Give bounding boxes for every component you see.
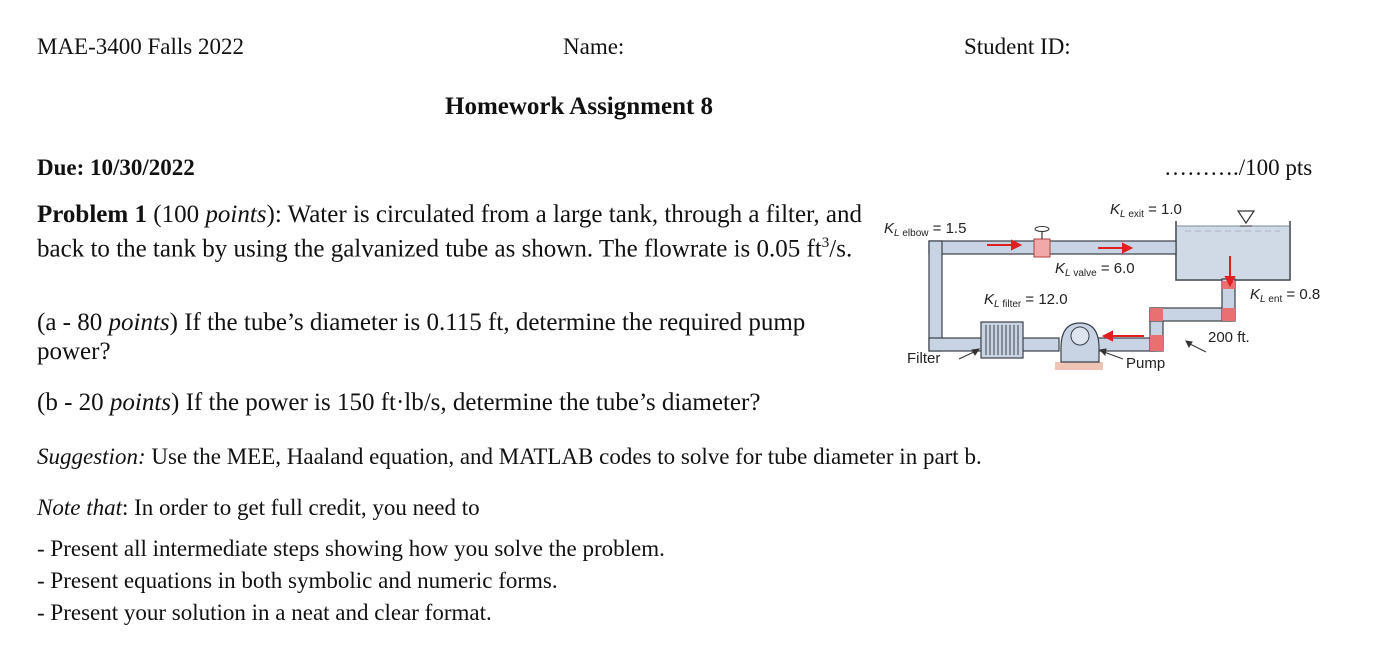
filter-label: Filter	[907, 350, 941, 367]
note: Note that: In order to get full credit, you need to	[37, 495, 480, 520]
valve-handle-icon	[1035, 227, 1049, 232]
course-header: MAE-3400 Falls 2022	[37, 34, 244, 59]
length-label: 200 ft.	[1208, 329, 1250, 346]
points-blank: ………./100 pts	[1164, 155, 1313, 180]
elbow-mark	[1150, 308, 1163, 321]
pipe-left	[929, 241, 942, 351]
part-b: (b - 20 points) If the power is 150 ft·lb/s, determine the tube’s diameter?	[37, 389, 761, 416]
student-id-label: Student ID:	[964, 34, 1071, 59]
name-label: Name:	[563, 34, 625, 59]
water-level-icon	[1238, 211, 1254, 223]
problem-label: Problem 1	[37, 201, 147, 228]
pump-label: Pump	[1126, 355, 1166, 372]
pump-base	[1055, 362, 1103, 370]
elbow-mark	[1150, 335, 1163, 351]
k-ent-label: $K_L$ ent = 0.8	[1250, 286, 1321, 305]
k-elbow-label: $K_L$ elbow = 1.5	[884, 220, 967, 239]
valve-body	[1034, 239, 1050, 257]
bullet-item: - Present all intermediate steps showing how you solve the problem.	[37, 536, 665, 561]
pipe-return-low	[1098, 338, 1156, 351]
elbow-mark	[1222, 308, 1235, 321]
pipe-top	[929, 241, 1176, 254]
k-filter-label: $K_L$ filter = 12.0	[984, 291, 1068, 310]
bullet-item: - Present equations in both symbolic and numeric forms.	[37, 568, 558, 593]
suggestion: Suggestion: Use the MEE, Haaland equation, and MATLAB codes to solve for tube diameter in part b.	[37, 444, 982, 469]
bullet-item: - Present your solution in a neat and clear format.	[37, 600, 492, 625]
part-a: (a - 80 points) If the tube’s diameter is 0.115 ft, determine the required pump power?	[37, 309, 806, 365]
k-exit-label: $K_L$ exit = 1.0	[1110, 201, 1182, 220]
page-title: Homework Assignment 8	[445, 93, 714, 120]
due-date: Due: 10/30/2022	[37, 155, 195, 180]
k-valve-label: $K_L$ valve = 6.0	[1055, 260, 1135, 279]
tank-water	[1177, 226, 1289, 279]
problem-statement: Problem 1 (100 points): Water is circulated from a large tank, through a filter, and back to the tank by using the galvanized tube as shown. The flowrate is 0.05 $ft^3/s$.	[37, 201, 863, 263]
